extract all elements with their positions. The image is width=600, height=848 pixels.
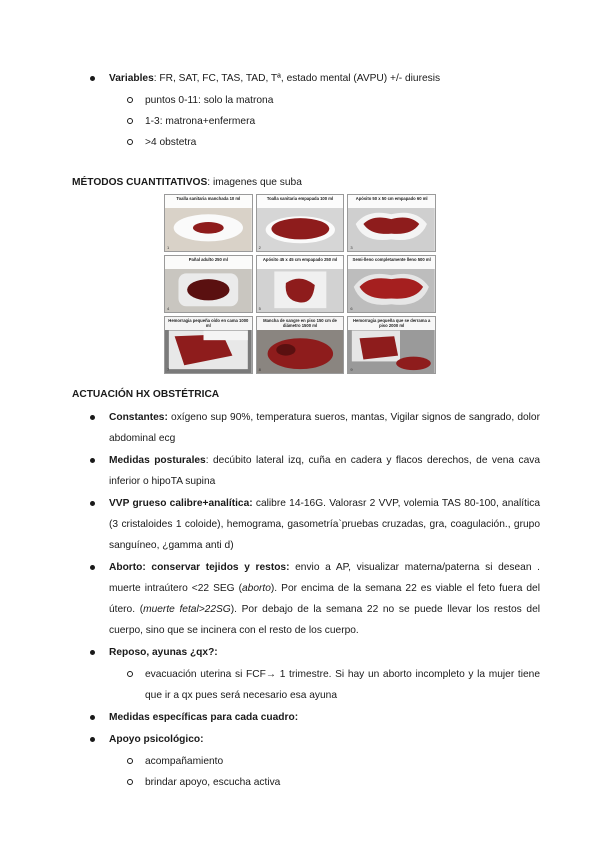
photo-number: 5 xyxy=(258,306,261,311)
bullet-icon xyxy=(90,458,95,463)
sub-item-text: acompañamiento xyxy=(145,756,224,767)
metodos-label: MÉTODOS CUANTITATIVOS xyxy=(72,177,208,188)
apoyo-sub-item xyxy=(0,751,600,772)
medidas-posturales-item xyxy=(0,450,600,492)
circle-bullet-icon xyxy=(127,758,133,764)
bullet-icon xyxy=(90,737,95,742)
item-emphasis: aborto xyxy=(242,583,271,594)
blood-loss-figure xyxy=(164,194,436,374)
photo-number: 4 xyxy=(167,306,170,311)
reposo-item xyxy=(0,642,600,663)
item-label: Medidas posturales xyxy=(109,455,206,466)
photo-number: 7 xyxy=(167,367,170,372)
photo-caption: Apósito 45 x 45 cm empapado 250 ml xyxy=(262,257,338,262)
variables-sub-item xyxy=(0,111,600,132)
circle-bullet-icon xyxy=(127,671,133,677)
sub-item-text: 1-3: matrona+enfermera xyxy=(145,116,256,127)
item-label: Aborto: conservar tejidos y restos: xyxy=(109,562,290,573)
figure-photo-6 xyxy=(347,255,436,313)
item-label: Apoyo psicológico: xyxy=(109,734,204,745)
circle-bullet-icon xyxy=(127,118,133,124)
actuacion-list xyxy=(0,407,600,793)
photo-caption: Hemorragia pequeña que se derrama a piso 2000 ml xyxy=(353,318,431,328)
photo-caption: Pañal adulto 250 ml xyxy=(188,257,228,262)
photo-caption: Semi-lleno completamente lleno 500 ml xyxy=(352,257,431,262)
circle-bullet-icon xyxy=(127,139,133,145)
item-label: Reposo, ayunas ¿qx?: xyxy=(109,647,218,658)
photo-number: 2 xyxy=(258,245,261,250)
photo-number: 8 xyxy=(258,367,261,372)
bullet-icon xyxy=(90,76,95,81)
reposo-sub-item xyxy=(0,664,600,706)
photo-number: 9 xyxy=(350,367,353,372)
photo-number: 6 xyxy=(350,306,353,311)
circle-bullet-icon xyxy=(127,779,133,785)
bullet-icon xyxy=(90,715,95,720)
variables-item xyxy=(0,68,600,89)
figure-photo-9 xyxy=(347,316,436,374)
figure-photo-1 xyxy=(164,194,253,252)
bullet-icon xyxy=(90,415,95,420)
medidas-especificas-item xyxy=(0,707,600,728)
actuacion-heading: ACTUACIÓN HX OBSTÉTRICA xyxy=(72,389,220,400)
aborto-item xyxy=(0,557,600,641)
item-text: ). Por encima de la semana 22 es viable el feto fuera del útero. ( xyxy=(109,583,540,615)
item-label: VVP grueso calibre+analítica: xyxy=(109,498,253,509)
photo-caption: Toalla sanitaria manchada 10 ml xyxy=(176,196,241,201)
item-label: Medidas específicas para cada cuadro: xyxy=(109,712,299,723)
item-text: envio a AP, visualizar materna/paterna si desean . muerte intraútero <22 SEG ( xyxy=(109,562,540,594)
item-text: oxígeno sup 90%, temperatura sueros, mantas, Vigilar signos de sangrado, dolor abdominal ecg xyxy=(109,412,540,444)
item-text: ). Por debajo de la semana 22 no se puede llevar los restos del cuerpo, sino que se incinera con el resto de los cuerpo. xyxy=(109,604,540,636)
variables-sub-item xyxy=(0,132,600,153)
variables-sub-item xyxy=(0,90,600,111)
photo-caption: Hemorragia pequeña oído en cama 1000 ml xyxy=(168,318,249,328)
item-text: calibre 14-16G. Valorasr 2 VVP, volemia TAS 80-100, analítica (3 cristaloides 1 coloide), hemograma, gasometría`pruebas cruzadas, gra, coagulación., grupo sanguíneo, ¿gamma anti d) xyxy=(109,498,540,551)
vvp-item xyxy=(0,493,600,556)
figure-photo-4 xyxy=(164,255,253,313)
photo-number: 1 xyxy=(167,245,170,250)
photo-caption: Toalla sanitaria empapada 100 ml xyxy=(266,196,334,201)
constantes-item xyxy=(0,407,600,449)
sub-item-text: evacuación uterina si FCF→ 1 trimestre. Si hay un aborto incompleto y la mujer tiene que ir a qx pues será necesario esa ayuna xyxy=(145,669,540,701)
apoyo-psicologico-item xyxy=(0,729,600,750)
figure-photo-7 xyxy=(164,316,253,374)
sub-item-text: >4 obstetra xyxy=(145,137,197,148)
variables-label: Variables xyxy=(109,73,154,84)
item-label: Constantes: xyxy=(109,412,168,423)
bullet-icon xyxy=(90,501,95,506)
photo-caption: Apósito 50 x 50 cm empapado 60 ml xyxy=(355,196,428,201)
sub-item-text: puntos 0-11: solo la matrona xyxy=(145,95,274,106)
metodos-text: : imagenes que suba xyxy=(207,177,302,188)
metodos-heading xyxy=(72,172,302,193)
bullet-icon xyxy=(90,650,95,655)
circle-bullet-icon xyxy=(127,97,133,103)
photo-number: 3 xyxy=(350,245,353,250)
photo-caption: Mancha de sangre en piso 150 cm de diámetro 1500 ml xyxy=(263,318,337,328)
figure-photo-5 xyxy=(256,255,345,313)
apoyo-sub-item xyxy=(0,772,600,793)
figure-photo-8 xyxy=(256,316,345,374)
variables-list xyxy=(0,68,600,153)
sub-item-text: brindar apoyo, escucha activa xyxy=(145,777,281,788)
bullet-icon xyxy=(90,565,95,570)
item-text: : decúbito lateral izq, cuña en cadera y flacos derechos, de vena cava inferior o hipoTA supina xyxy=(109,455,540,487)
variables-text: : FR, SAT, FC, TAS, TAD, Tª, estado mental (AVPU) +/- diuresis xyxy=(153,73,441,84)
item-emphasis: muerte fetal>22SG xyxy=(143,604,231,615)
figure-photo-3 xyxy=(347,194,436,252)
figure-photo-2 xyxy=(256,194,345,252)
